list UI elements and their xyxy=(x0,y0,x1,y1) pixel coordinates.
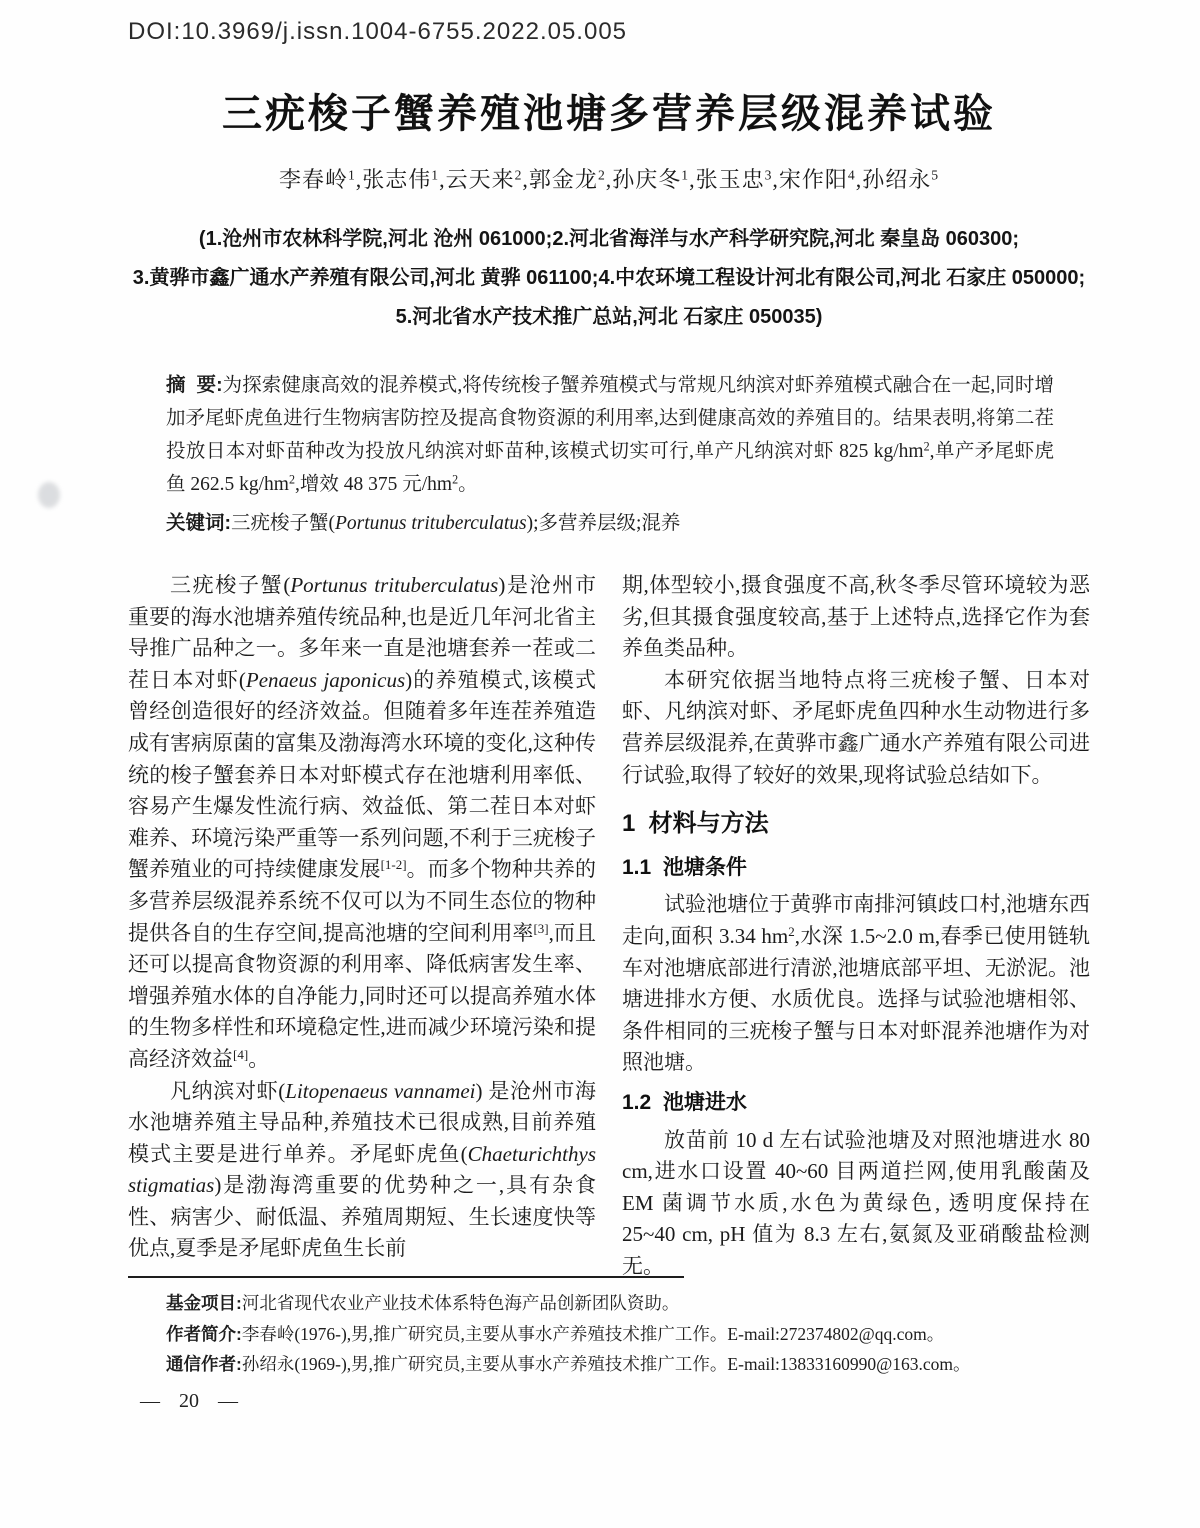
footnote-corresponding-author-text: 孙绍永(1969-),男,推广研究员,主要从事水产养殖技术推广工作。E-mail:13833160990@163.com。 xyxy=(241,1354,971,1374)
footnote-author-bio xyxy=(166,1319,1090,1350)
paper-title: 三疣梭子蟹养殖池塘多营养层级混养试验 xyxy=(222,92,996,136)
footnote-corresponding-author xyxy=(166,1349,1090,1380)
footnote-list xyxy=(128,1288,1090,1380)
keywords-block xyxy=(166,507,1054,540)
footnote-separator xyxy=(128,1276,684,1278)
abstract-block xyxy=(166,369,1054,501)
affiliation-line-3: 5.河北省水产技术推广总站,河北 石家庄 050035) xyxy=(395,306,823,328)
paragraph-intro-crab: 三疣梭子蟹(Portunus trituberculatus)是沧州市重要的海水池塘养殖传统品种,也是近几年河北省主导推广品种之一。多年来一直是池塘套养一茬或二茬日本对虾(Penaeus japonicus)的养殖模式,该模式曾经创造很好的经济效益。但随着多年连茬养殖造成有害病原菌的富集及渤海湾水环境的变化,这种传统的梭子蟹套养日本对虾模式存在池塘利用率低、容易产生爆发性流行病、效益低、第二茬日本对虾难养、环境污染严重等一系列问题,不利于三疣梭子蟹养殖业的可持续健康发展[1-2]。而多个物种共养的多营养层级混养系统不仅可以为不同生态位的物种提供各自的生存空间,提高池塘的空间利用率[3],而且还可以提高食物资源的利用率、降低病害发生率、增强养殖水体的自净能力,同时还可以提高养殖水体的生物多样性和环境稳定性,进而减少环境污染和提高经济效益[4]。 xyxy=(128,573,597,1071)
authors-line: 李春岭$^1$,张志伟$^1$,云天来$^2$,郭金龙$^2$,孙庆冬$^1$,张玉忠$^3$,宋作阳$^4$,孙绍永$^5$ xyxy=(278,167,940,192)
affiliation-line-2: 3.黄骅市鑫广通水产养殖有限公司,河北 黄骅 061100;4.中农环境工程设计河北有限公司,河北 石家庄 050000; xyxy=(132,267,1086,289)
paragraph-study-overview: 本研究依据当地特点将三疣梭子蟹、日本对虾、凡纳滨对虾、矛尾虾虎鱼四种水生动物进行多营养层级混养,在黄骅市鑫广通水产养殖有限公司进行试验,取得了较好的效果,现将试验总结如下。 xyxy=(622,667,1090,787)
subsection-heading-pond-water-intake: 1.2 池塘进水 xyxy=(622,1090,747,1114)
abstract-text: 为探索健康高效的混养模式,将传统梭子蟹养殖模式与常规凡纳滨对虾养殖模式融合在一起,同时增加矛尾虾虎鱼进行生物病害防控及提高食物资源的利用率,达到健康高效的养殖目的。结果表明,将第二茬投放日本对虾苗种改为投放凡纳滨对虾苗种,该模式切实可行,单产凡纳滨对虾 825 $kg/hm^2$,单产矛尾虾虎鱼 262.5 $kg/hm^2$,增效 48 375 元$/hm^2$。 xyxy=(166,375,1054,495)
affiliation-line-1: (1.沧州市农林科学院,河北 沧州 061000;2.河北省海洋与水产科学研究院,河北 秦皇岛 060300; xyxy=(198,228,1020,250)
doi-line: DOI:10.3969/j.issn.1004-6755.2022.05.005 xyxy=(128,18,628,45)
footnote-funding-label: 基金项目: xyxy=(166,1293,242,1313)
paragraph-intro-shrimp-goby: 凡纳滨对虾(Litopenaeus vannamei) 是沧州市海水池塘养殖主导品种,养殖技术已很成熟,目前养殖模式主要是进行单养。矛尾虾虎鱼(Chaeturichthys stigmatias)是渤海湾重要的优势种之一,具有杂食性、病害少、耐低温、养殖周期短、生长速度快等优点,夏季是矛尾虾虎鱼生长前 xyxy=(128,1078,596,1261)
footnote-author-bio-text: 李春岭(1976-),男,推广研究员,主要从事水产养殖技术推广工作。E-mail:272374802@qq.com。 xyxy=(241,1323,945,1344)
right-column xyxy=(622,570,1090,1282)
footnote-corresponding-author-label: 通信作者: xyxy=(166,1354,242,1374)
keywords-label: 关键词: xyxy=(166,512,231,534)
affiliations xyxy=(128,220,1090,337)
section-heading-materials-methods: 1 材料与方法 xyxy=(622,810,769,838)
body-columns xyxy=(128,570,1090,1282)
keywords-text: 三疣梭子蟹(Portunus trituberculatus);多营养层级;混养 xyxy=(231,513,681,534)
footnote-funding-text: 河北省现代农业产业技术体系特色海产品创新团队资助。 xyxy=(241,1293,680,1313)
paragraph-pond-conditions: 试验池塘位于黄骅市南排河镇歧口村,池塘东西走向,面积 3.34 $hm^2$,水深 1.5~2.0 m,春季已使用链轨车对池塘底部进行清淤,池塘底部平坦、无淤泥。池塘进排水方便、水质优良。选择与试验池塘相邻、条件相同的三疣梭子蟹与日本对虾混养池塘作为对照池塘。 xyxy=(622,892,1090,1075)
page-number: — 20 — xyxy=(140,1390,238,1412)
scan-artifact xyxy=(38,482,60,508)
footnote-area xyxy=(128,1276,1090,1380)
footnote-author-bio-label: 作者简介: xyxy=(166,1323,242,1344)
paragraph-pond-water-intake: 放苗前 10 d 左右试验池塘及对照池塘进水 80 cm,进水口设置 40~60 目两道拦网,使用乳酸菌及 EM 菌调节水质,水色为黄绿色, 透明度保持在 25~40 cm, pH 值为 8.3 左右,氨氮及亚硝酸盐检测无。 xyxy=(622,1127,1090,1278)
left-column xyxy=(128,570,596,1282)
abstract-label: 摘 要: xyxy=(166,374,223,396)
subsection-heading-pond-conditions: 1.1 池塘条件 xyxy=(622,855,747,879)
footnote-funding xyxy=(166,1288,1090,1319)
paragraph-goby-continued: 期,体型较小,摄食强度不高,秋冬季尽管环境较为恶劣,但其摄食强度较高,基于上述特点,选择它作为套养鱼类品种。 xyxy=(622,573,1090,661)
